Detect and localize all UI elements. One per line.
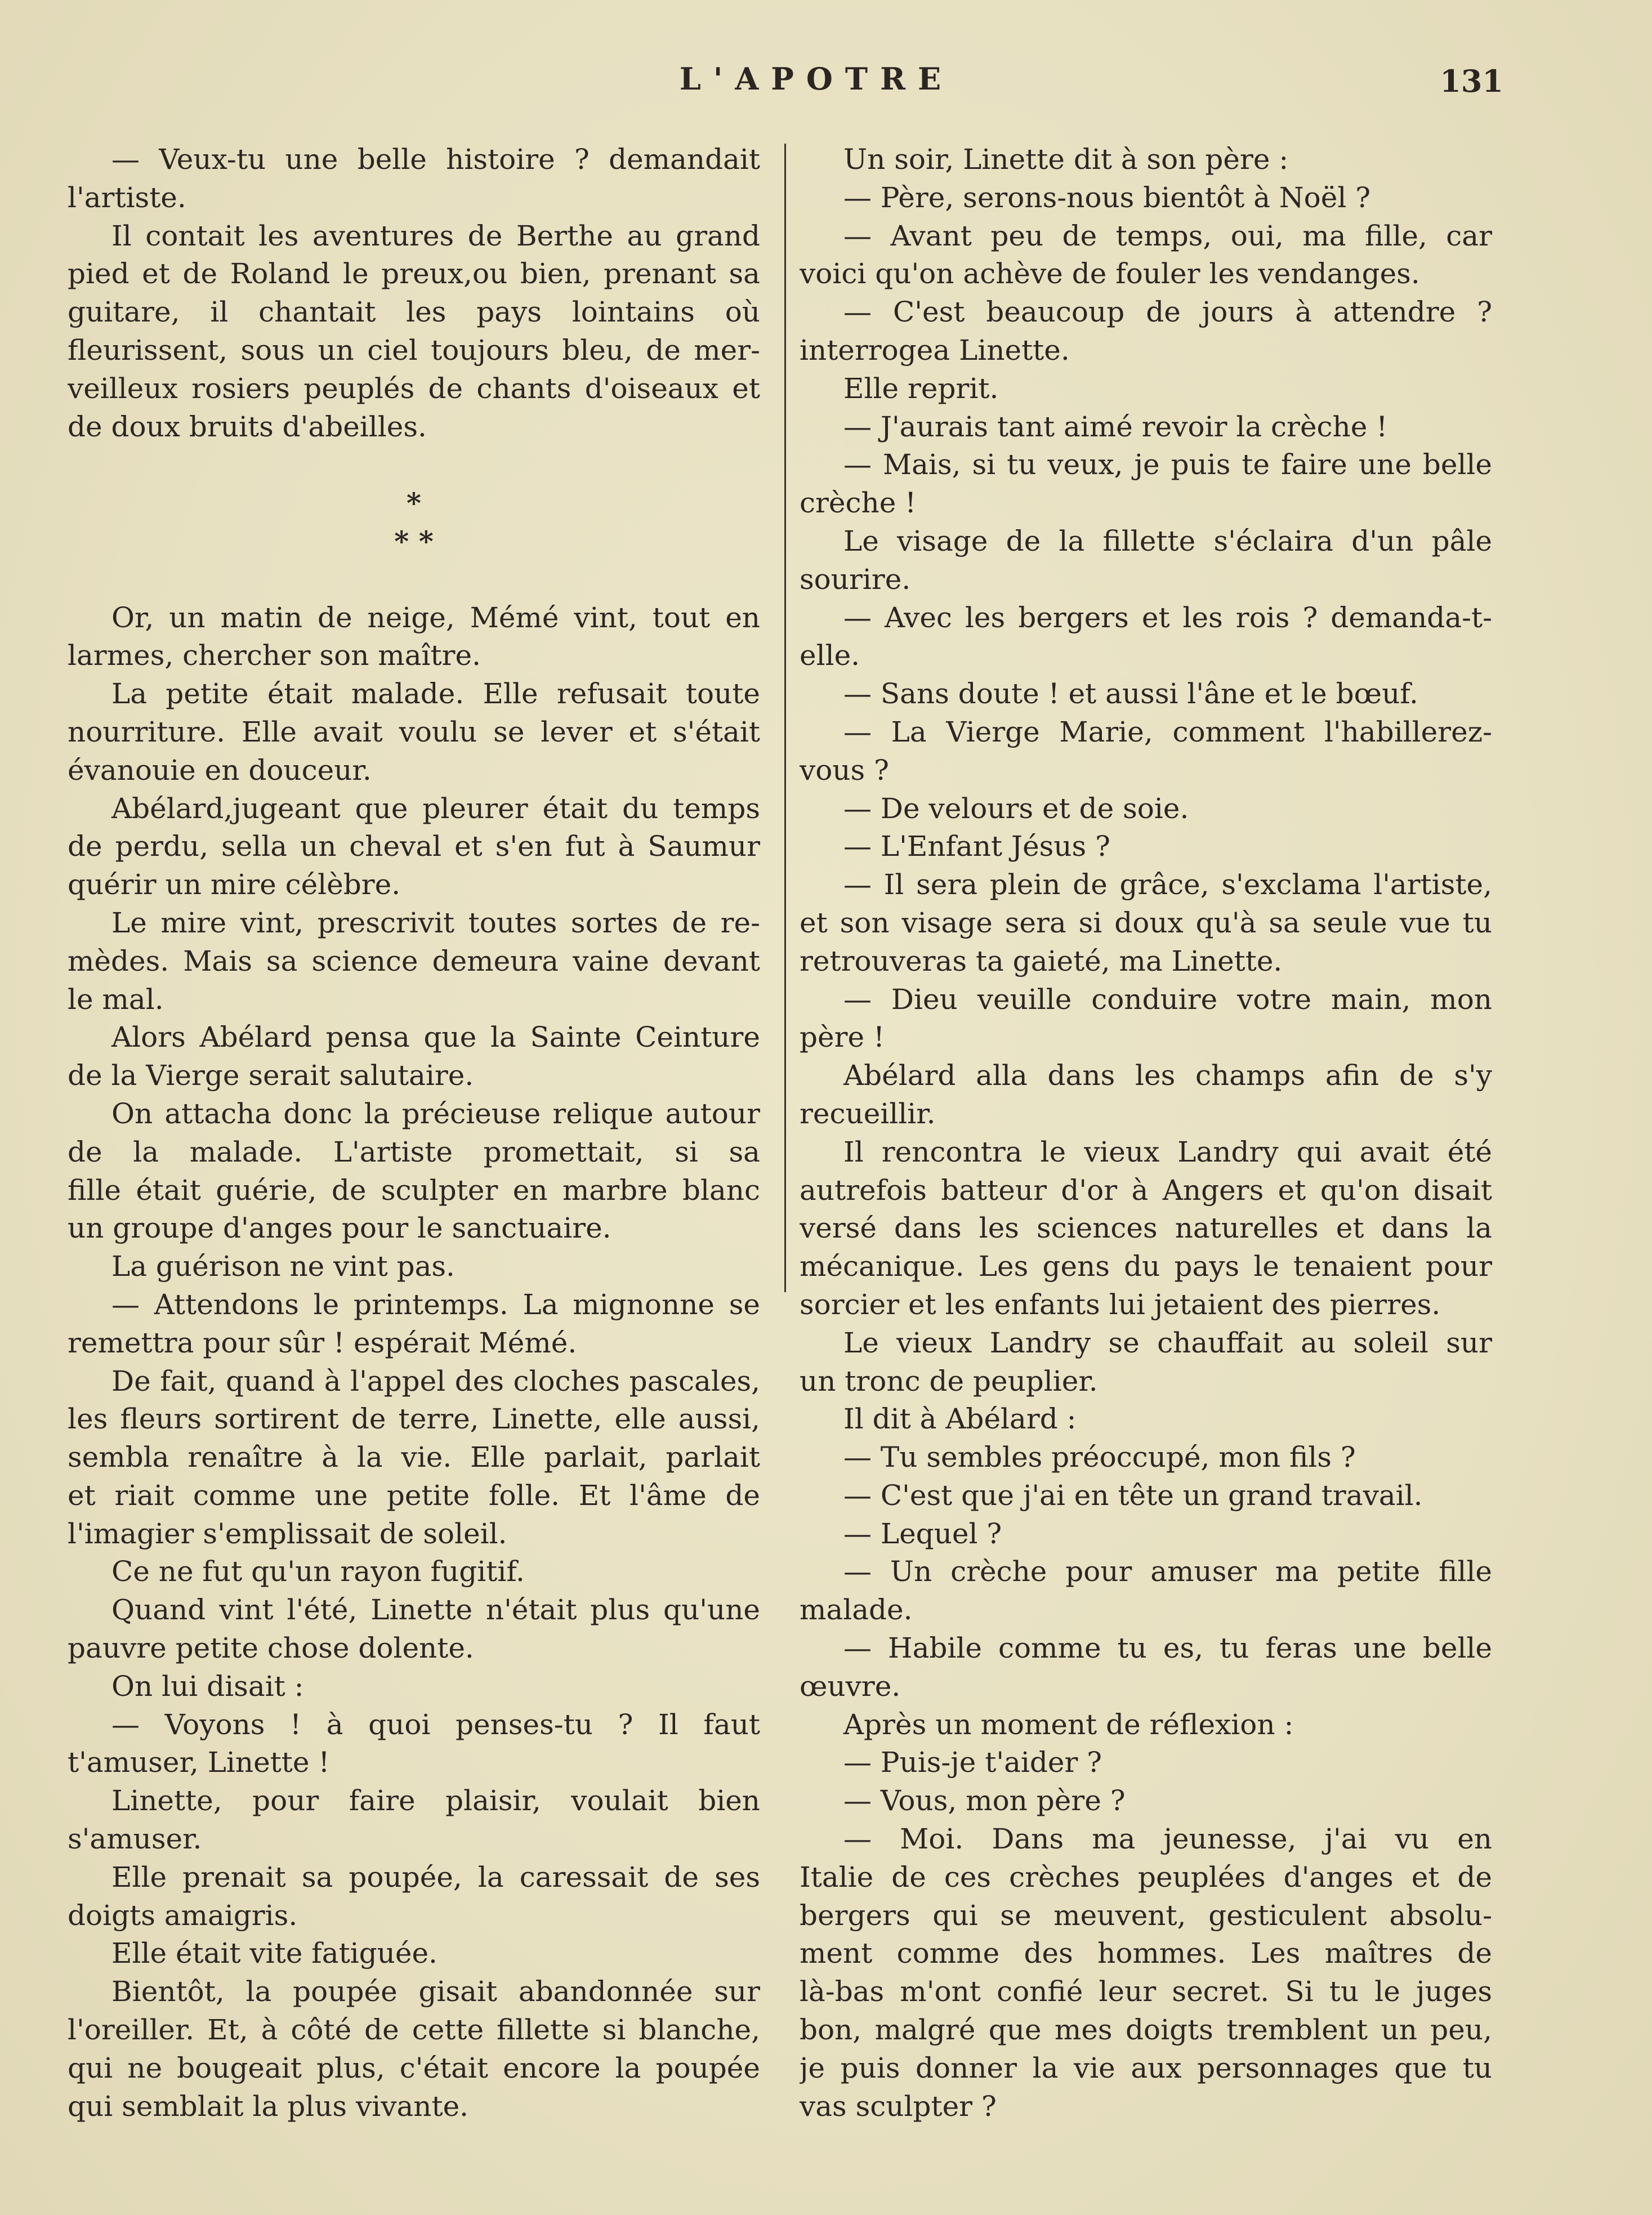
text-line: évanouie en douceur. [68,753,372,787]
text-line: l'artiste. [68,181,186,214]
text-line: mécanique. Les gens du pays le tenaient pour [800,1250,1492,1283]
text-line: Après un moment de réflexion : [843,1708,1294,1741]
text-line: — Sans doute ! et aussi l'âne et le bœuf. [843,677,1418,711]
text-line: sourire. [800,562,911,596]
text-line: Elle prenait sa poupée, la caressait de ses [111,1860,760,1894]
text-line: Alors Abélard pensa que la Sainte Ceinture [111,1021,760,1054]
text-line: — Tu sembles préoccupé, mon fils ? [843,1441,1356,1474]
text-line: Un soir, Linette dit à son père : [843,143,1289,176]
text-line: autrefois batteur d'or à Angers et qu'on disait [800,1173,1492,1207]
text-line: larmes, chercher son maître. [68,639,481,672]
text-line: bon, malgré que mes doigts tremblent un peu, [800,2013,1492,2047]
text-line: qui ne bougeait plus, c'était encore la poupée [68,2051,760,2084]
text-line: pauvre petite chose dolente. [68,1632,474,1665]
text-line: De fait, quand à l'appel des cloches pascales, [111,1364,760,1397]
text-line: — Veux-tu une belle histoire ? demandait [111,143,760,176]
text-line: — Avec les bergers et les rois ? demanda-t- [843,601,1492,634]
text-line: — Père, serons-nous bientôt à Noël ? [843,181,1371,214]
text-line: Abélard,jugeant que pleurer était du temps [111,792,760,825]
text-line: Ce ne fut qu'un rayon fugitif. [111,1555,525,1588]
text-line: — Mais, si tu veux, je puis te faire une belle [843,448,1492,481]
text-line: — L'Enfant Jésus ? [843,830,1110,863]
text-line: de la malade. L'artiste promettait, si sa [68,1135,760,1168]
text-line: — La Vierge Marie, comment l'habillerez- [843,715,1492,748]
text-line: — Puis-je t'aider ? [843,1746,1102,1779]
text-line: et riait comme une petite folle. Et l'âme de [68,1479,760,1512]
text-line: On attacha donc la précieuse relique autour [111,1097,760,1130]
text-line: — Dieu veuille conduire votre main, mon [843,983,1492,1016]
column-divider [784,144,786,1292]
text-line: Linette, pour faire plaisir, voulait bien [111,1784,760,1817]
text-line: guitare, il chantait les pays lointains où [68,296,760,329]
text-line: fleurissent, sous un ciel toujours bleu, de mer- [68,333,760,367]
text-line: œuvre. [800,1669,901,1703]
text-line: — C'est que j'ai en tête un grand travail. [843,1479,1423,1512]
text-line: voici qu'on achève de fouler les vendanges. [800,257,1420,291]
text-line: Italie de ces crèches peuplées d'anges et de [800,1860,1492,1894]
text-line: — Il sera plein de grâce, s'exclama l'artiste, [843,868,1492,901]
text-line: Abélard alla dans les champs afin de s'y [843,1059,1492,1092]
text-line: remettra pour sûr ! espérait Mémé. [68,1326,577,1359]
text-line: — Attendons le printemps. La mignonne se [111,1288,760,1321]
text-line: — Avant peu de temps, oui, ma fille, car [843,219,1492,252]
text-line: un tronc de peuplier. [800,1364,1098,1397]
text-line: Le vieux Landry se chauffait au soleil sur [843,1326,1492,1359]
text-line: s'amuser. [68,1823,202,1856]
text-line: de perdu, sella un cheval et s'en fut à Saumur [68,830,760,863]
running-title: L'APOTRE [679,61,954,97]
text-line: l'imagier s'emplissait de soleil. [68,1517,507,1550]
text-line: interrogea Linette. [800,333,1070,367]
right-column [800,141,1492,2125]
text-line: retrouveras ta gaieté, ma Linette. [800,944,1283,977]
text-line: sembla renaître à la vie. Elle parlait, parlait [68,1441,760,1474]
text-line: La petite était malade. Elle refusait toute [111,677,760,711]
text-line: doigts amaigris. [68,1899,298,1932]
text-line: Il contait les aventures de Berthe au grand [111,219,760,252]
text-line: — Voyons ! à quoi penses-tu ? Il faut [111,1708,760,1741]
text-line: — Habile comme tu es, tu feras une belle [843,1632,1492,1665]
blank-line [68,561,760,599]
text-line: Il rencontra le vieux Landry qui avait été [843,1135,1492,1168]
text-line: Le mire vint, prescrivit toutes sortes de re- [111,906,760,939]
text-line: ment comme des hommes. Les maîtres de [800,1937,1492,1970]
text-line: Bientôt, la poupée gisait abandonnée sur [111,1975,760,2008]
text-line: recueillir. [800,1097,936,1130]
text-line: Elle était vite fatiguée. [111,1937,437,1970]
text-line: On lui disait : [111,1669,304,1703]
text-line: Le visage de la fillette s'éclaira d'un pâle [843,524,1492,557]
text-line: un groupe d'anges pour le sanctuaire. [68,1212,611,1245]
text-line: veilleux rosiers peuplés de chants d'oiseaux et [68,372,760,405]
text-line: quérir un mire célèbre. [68,868,401,901]
text-line: sorcier et les enfants lui jetaient des pierres. [800,1288,1441,1321]
text-line: Elle reprit. [843,372,999,405]
text-line: de doux bruits d'abeilles. [68,410,427,443]
text-line: La guérison ne vint pas. [111,1250,455,1283]
blank-line [68,446,760,484]
page-number: 131 [1440,63,1503,99]
text-line: je puis donner la vie aux personnages que tu [800,2051,1492,2084]
text-line: vas sculpter ? [800,2089,997,2123]
section-asterism: * [406,486,422,520]
text-line: — Lequel ? [843,1517,1002,1550]
left-column [68,141,760,2125]
text-line: père ! [800,1021,885,1054]
text-line: et son visage sera si doux qu'à sa seule vue tu [800,906,1492,939]
text-line: de la Vierge serait salutaire. [68,1059,474,1092]
text-line: t'amuser, Linette ! [68,1746,330,1779]
text-line: vous ? [800,753,889,787]
text-line: — De velours et de soie. [843,792,1189,825]
section-asterism: * * [394,524,434,558]
text-line: qui semblait la plus vivante. [68,2089,469,2123]
text-line: crèche ! [800,486,917,520]
text-line: là-bas m'ont confié leur secret. Si tu le juges [800,1975,1492,2008]
text-line: les fleurs sortirent de terre, Linette, elle aussi, [68,1403,760,1436]
text-line: bergers qui se meuvent, gesticulent absolu- [800,1899,1492,1932]
text-line: le mal. [68,983,164,1016]
text-line: — J'aurais tant aimé revoir la crèche ! [843,410,1388,443]
text-line: Or, un matin de neige, Mémé vint, tout en [111,601,760,634]
text-line: elle. [800,639,860,672]
text-line: Il dit à Abélard : [843,1403,1077,1436]
text-line: Quand vint l'été, Linette n'était plus qu'une [111,1593,760,1627]
text-line: pied et de Roland le preux,ou bien, prenant sa [68,257,760,291]
text-line: mèdes. Mais sa science demeura vaine devant [68,944,760,977]
text-line: — Vous, mon père ? [843,1784,1126,1817]
text-line: nourriture. Elle avait voulu se lever et s'était [68,715,760,748]
text-line: — Un crèche pour amuser ma petite fille [843,1555,1492,1588]
text-line: versé dans les sciences naturelles et dans la [800,1212,1492,1245]
text-line: l'oreiller. Et, à côté de cette fillette si blanche, [68,2013,760,2047]
text-line: — C'est beaucoup de jours à attendre ? [843,296,1492,329]
text-line: malade. [800,1593,913,1627]
text-line: — Moi. Dans ma jeunesse, j'ai vu en [843,1823,1492,1856]
text-line: fille était guérie, de sculpter en marbre blanc [68,1173,760,1207]
